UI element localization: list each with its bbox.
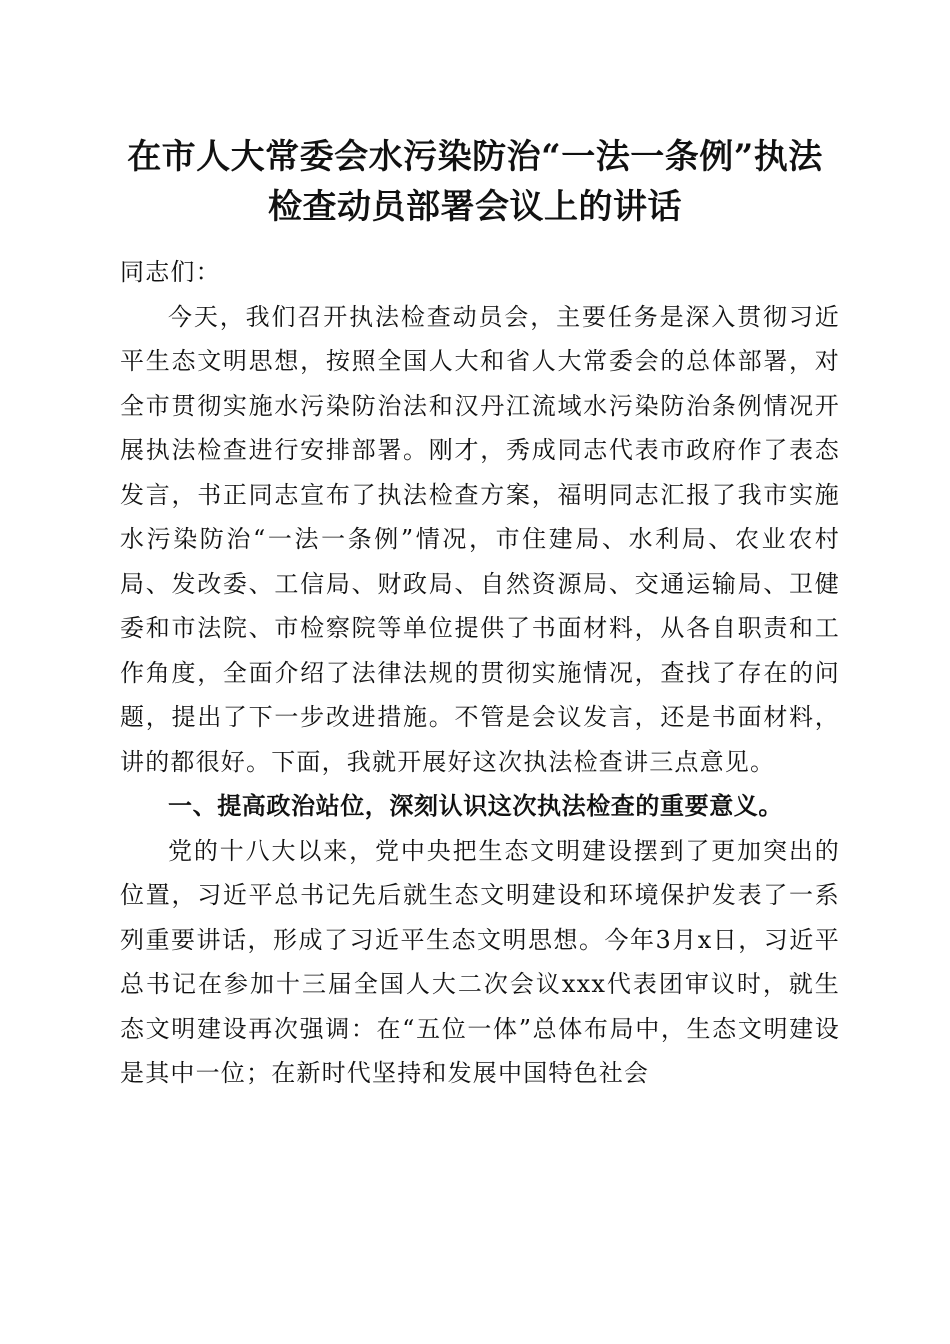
document-body [120,250,840,1096]
section-heading-1: 一、提高政治站位，深刻认识这次执法检查的重要意义。 [168,792,783,820]
salutation: 同志们： [120,258,221,286]
paragraph-section-1: 党的十八大以来，党中央把生态文明建设摆到了更加突出的位置，习近平总书记先后就生态文明建设和环境保护发表了一系列重要讲话，形成了习近平生态文明思想。今年3月x日，习近平总书记在参加十三届全国人大二次会议xxx代表团审议时，就生态文明建设再次强调：在“五位一体”总体布局中，生态文明建设是其中一位；在新时代坚持和发展中国特色社会 [120,836,840,1087]
paragraph-intro: 今天，我们召开执法检查动员会，主要任务是深入贯彻习近平生态文明思想，按照全国人大和省人大常委会的总体部署，对全市贯彻实施水污染防治法和汉丹江流域水污染防治条例情况开展执法检查进行安排部署。刚才，秀成同志代表市政府作了表态发言，书正同志宣布了执法检查方案，福明同志汇报了我市实施水污染防治“一法一条例”情况，市住建局、水利局、农业农村局、发改委、工信局、财政局、自然资源局、交通运输局、卫健委和市法院、市检察院等单位提供了书面材料，从各自职责和工作角度，全面介绍了法律法规的贯彻实施情况，查找了存在的问题，提出了下一步改进措施。不管是会议发言，还是书面材料，讲的都很好。下面，我就开展好这次执法检查讲三点意见。 [120,302,840,776]
document-title: 在市人大常委会水污染防治“一法一条例”执法检查动员部署会议上的讲话 [127,137,823,227]
